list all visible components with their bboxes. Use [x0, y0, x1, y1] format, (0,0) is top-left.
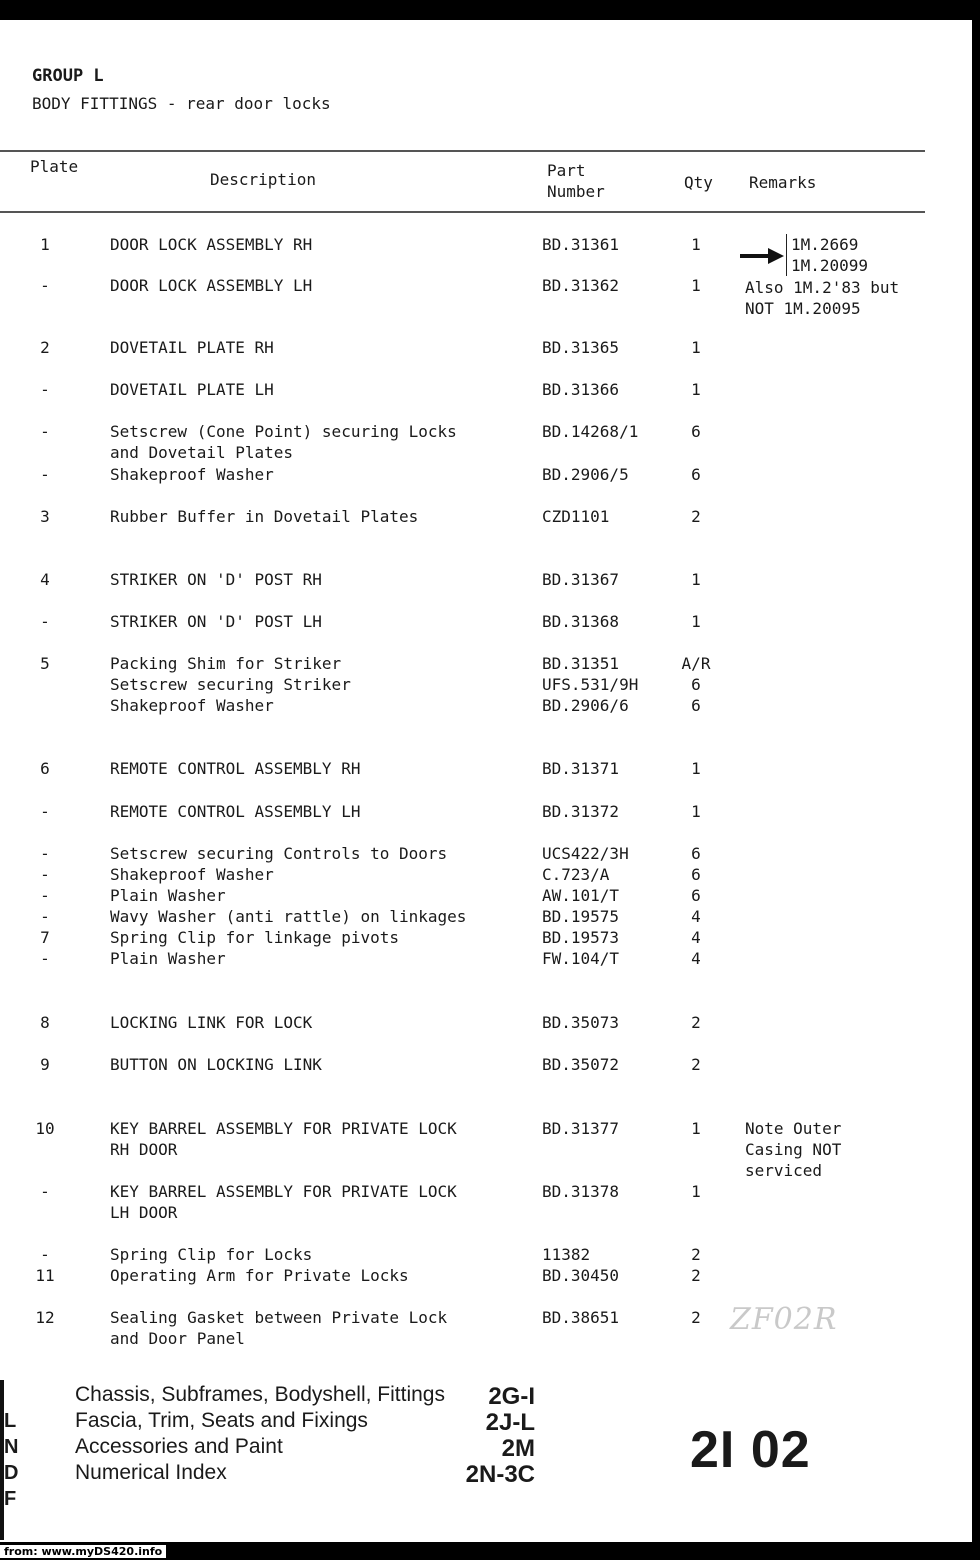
row-plate: - — [40, 465, 50, 484]
col-header-part-number: Part Number — [547, 161, 605, 201]
row-description: DOVETAIL PLATE LH — [110, 380, 274, 399]
row-qty: 6 — [691, 422, 701, 441]
row-plate: - 11 — [35, 1245, 55, 1285]
row-part-number: BD.31361 — [542, 235, 620, 254]
row-qty: 2 — [691, 1013, 701, 1032]
row-description: DOVETAIL PLATE RH — [110, 338, 274, 357]
row-qty: 1 — [691, 570, 701, 589]
col-header-plate: Plate — [30, 157, 79, 176]
row-part-number: BD.31368 — [542, 612, 620, 631]
index-row — [75, 1383, 545, 1409]
row-part-number: BD.31362 — [542, 276, 620, 295]
index-row — [75, 1409, 545, 1435]
row-qty: 2 — [691, 507, 701, 526]
row-description: Sealing Gasket between Private Lock and Door Panel — [110, 1308, 448, 1348]
row-plate: - — [40, 1182, 50, 1201]
index-tab-letters — [4, 1408, 18, 1512]
index-label: Fascia, Trim, Seats and Fixings — [75, 1409, 368, 1432]
row-qty: 1 — [691, 235, 701, 254]
row-part-number: BD.31365 — [542, 338, 620, 357]
row-description: REMOTE CONTROL ASSEMBLY LH — [110, 802, 361, 821]
row-plate: - — [40, 380, 50, 399]
row-remarks: Note Outer Casing NOT serviced — [745, 1119, 842, 1180]
index-row — [75, 1461, 545, 1487]
row-part-number: BD.38651 — [542, 1308, 620, 1327]
index-letter: L — [4, 1410, 17, 1432]
header-rule-top — [0, 150, 925, 152]
col-header-remarks: Remarks — [749, 173, 817, 192]
row-qty: 1 — [691, 1182, 701, 1201]
row-part-number: BD.31377 — [542, 1119, 620, 1138]
row-part-number: BD.31367 — [542, 570, 620, 589]
row-qty: 2 2 — [691, 1245, 701, 1285]
row-description: STRIKER ON 'D' POST RH — [110, 570, 322, 589]
row-plate: 3 — [40, 507, 50, 526]
index-code: 2J-L — [485, 1409, 535, 1436]
row-qty: 6 6 6 4 4 4 — [691, 844, 701, 968]
index-code: 2G-I — [488, 1383, 535, 1410]
row-description: REMOTE CONTROL ASSEMBLY RH — [110, 759, 361, 778]
index-code: 2N-3C — [465, 1461, 535, 1488]
index-label: Numerical Index — [75, 1461, 227, 1484]
row-remarks: 1M.2669 1M.20099 — [786, 234, 980, 276]
col-header-qty: Qty — [684, 173, 713, 192]
top-border — [0, 0, 980, 20]
row-qty: 1 — [691, 759, 701, 778]
row-qty: 2 — [691, 1055, 701, 1074]
row-description: KEY BARREL ASSEMBLY FOR PRIVATE LOCK LH DOOR — [110, 1182, 457, 1222]
row-part-number: BD.31366 — [542, 380, 620, 399]
row-plate: 9 — [40, 1055, 50, 1074]
row-description: DOOR LOCK ASSEMBLY LH — [110, 276, 313, 295]
row-part-number: BD.35072 — [542, 1055, 620, 1074]
row-plate: 4 — [40, 570, 50, 589]
col-header-description: Description — [210, 170, 316, 189]
handwritten-note: ZF02R — [730, 1302, 838, 1337]
row-description: LOCKING LINK FOR LOCK — [110, 1013, 313, 1032]
row-plate: 2 — [40, 338, 50, 357]
row-qty: A/R 6 6 — [681, 654, 711, 715]
group-label: GROUP L — [32, 66, 104, 86]
index-row — [75, 1435, 545, 1461]
row-plate: - — [40, 276, 50, 295]
arrow-right-icon — [740, 246, 786, 266]
row-description: BUTTON ON LOCKING LINK — [110, 1055, 322, 1074]
row-part-number: BD.31371 — [542, 759, 620, 778]
row-qty: 2 — [691, 1308, 701, 1327]
section-index — [75, 1383, 545, 1487]
row-plate: - — [40, 612, 50, 631]
index-label: Chassis, Subframes, Bodyshell, Fittings — [75, 1383, 445, 1406]
row-plate: 5 — [40, 654, 50, 673]
section-title: BODY FITTINGS - rear door locks — [32, 94, 331, 113]
row-description: KEY BARREL ASSEMBLY FOR PRIVATE LOCK RH DOOR — [110, 1119, 457, 1159]
row-qty: 1 — [691, 802, 701, 821]
index-letter: D — [4, 1462, 19, 1484]
row-description: Rubber Buffer in Dovetail Plates — [110, 507, 419, 526]
row-part-number: BD.35073 — [542, 1013, 620, 1032]
row-plate: - - - - 7 - — [40, 844, 50, 968]
index-code: 2M — [501, 1435, 535, 1462]
row-part-number: BD.31378 — [542, 1182, 620, 1201]
header-rule-bottom — [0, 211, 925, 213]
row-qty: 1 — [691, 612, 701, 631]
row-qty: 1 — [691, 380, 701, 399]
row-description: Packing Shim for Striker Setscrew securing Striker Shakeproof Washer — [110, 654, 351, 715]
row-remarks: Also 1M.2'83 but NOT 1M.20095 — [745, 278, 900, 318]
row-part-number: CZD1101 — [542, 507, 610, 526]
row-part-number: BD.31351 UFS.531/9H BD.2906/6 — [542, 654, 639, 715]
row-plate: - — [40, 802, 50, 821]
row-plate: 6 — [40, 759, 50, 778]
row-description: Setscrew (Cone Point) securing Locks and Dovetail Plates — [110, 422, 457, 462]
row-part-number: BD.14268/1 — [542, 422, 639, 441]
row-qty: 1 — [691, 1119, 701, 1138]
row-description: DOOR LOCK ASSEMBLY RH — [110, 235, 313, 254]
row-description: STRIKER ON 'D' POST LH — [110, 612, 322, 631]
row-plate: 10 — [35, 1119, 55, 1138]
row-qty: 1 — [691, 338, 701, 357]
row-qty: 6 — [691, 465, 701, 484]
row-part-number: BD.31372 — [542, 802, 620, 821]
index-letter: N — [4, 1436, 19, 1458]
row-description: Shakeproof Washer — [110, 465, 274, 484]
row-description: Spring Clip for Locks Operating Arm for Private Locks — [110, 1245, 409, 1285]
row-part-number: UCS422/3H C.723/A AW.101/T BD.19575 BD.19573 FW.104/T — [542, 844, 629, 968]
index-letter: F — [4, 1488, 17, 1510]
index-label: Accessories and Paint — [75, 1435, 283, 1458]
row-plate: 1 — [40, 235, 50, 254]
row-part-number: BD.2906/5 — [542, 465, 629, 484]
row-plate: 8 — [40, 1013, 50, 1032]
row-plate: 12 — [35, 1308, 55, 1327]
row-plate: - — [40, 422, 50, 441]
row-qty: 1 — [691, 276, 701, 295]
row-part-number: 11382 BD.30450 — [542, 1245, 620, 1285]
page-number: 2I 02 — [690, 1421, 811, 1479]
row-description: Setscrew securing Controls to Doors Shakeproof Washer Plain Washer Wavy Washer (anti rattle) on linkages Spring Clip for linkage pivots Plain Washer — [110, 844, 467, 968]
source-credit: from: www.myDS420.info — [0, 1545, 166, 1558]
